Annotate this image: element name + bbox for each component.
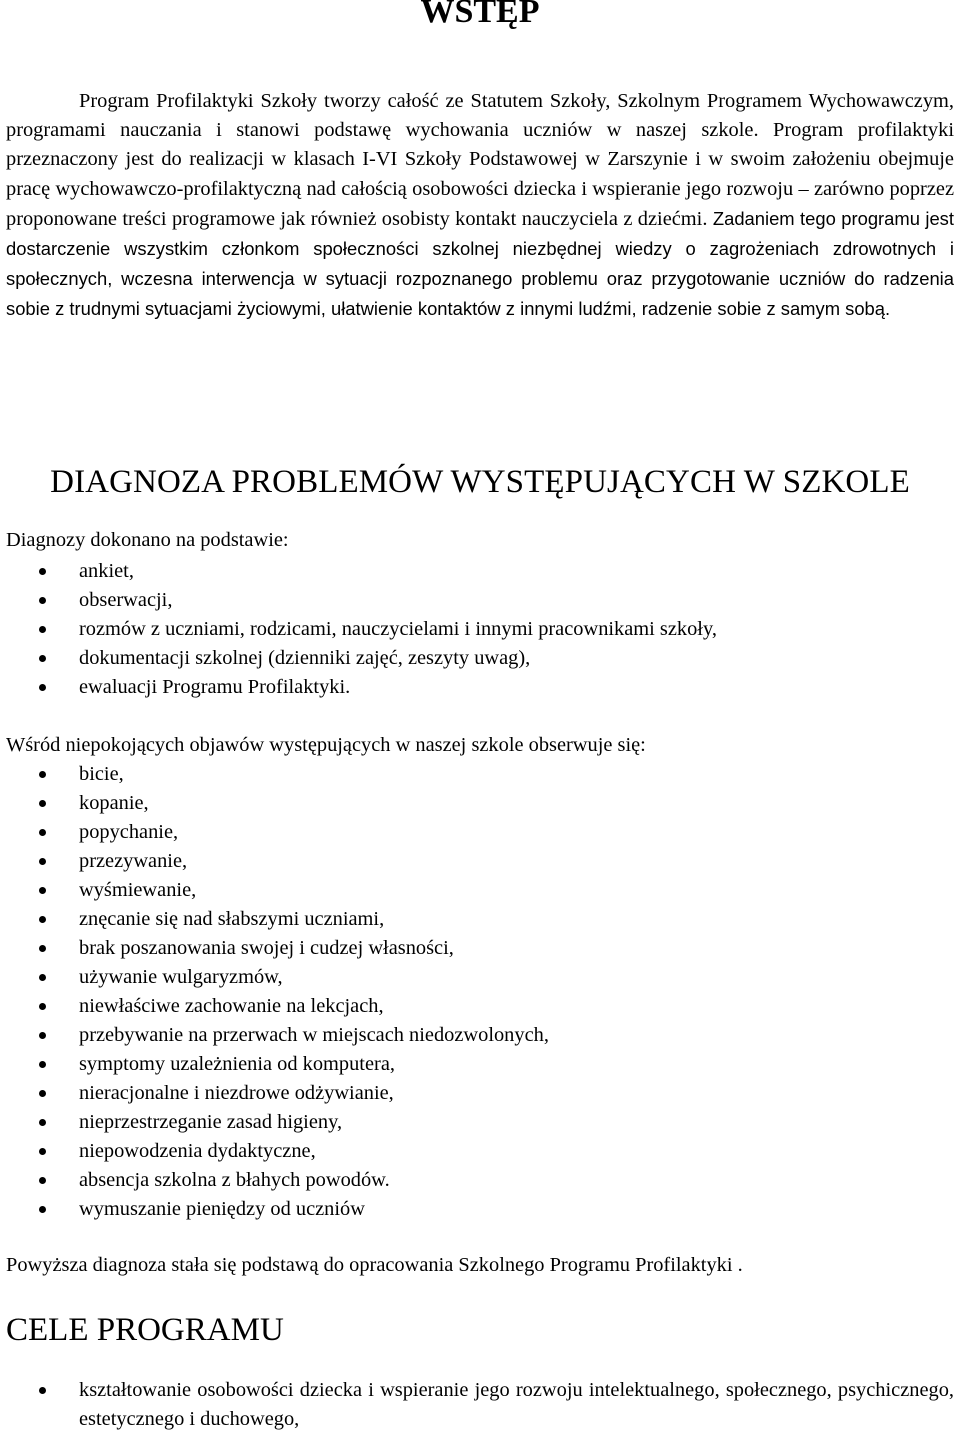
symptom-list-item-text: używanie wulgaryzmów, <box>79 966 283 988</box>
symptom-list-item <box>6 1079 954 1108</box>
symptom-list-item-text: niepowodzenia dydaktyczne, <box>79 1140 316 1162</box>
basis-list-item <box>6 557 954 586</box>
bullet-icon <box>39 655 46 662</box>
basis-list-item-text: dokumentacji szkolnej (dzienniki zajęć, zeszyty uwag), <box>79 647 531 669</box>
symptoms-lead: Wśród niepokojących objawów występujących w naszej szkole obserwuje się: <box>6 734 646 756</box>
symptom-list-item-text: absencja szkolna z błahych powodów. <box>79 1169 390 1191</box>
symptom-list-item <box>6 905 954 934</box>
bullet-icon <box>39 1206 46 1213</box>
symptom-list-item-text: znęcanie się nad słabszymi uczniami, <box>79 908 385 930</box>
bullet-icon <box>39 829 46 836</box>
bullet-icon <box>39 626 46 633</box>
symptom-list-item <box>6 1021 954 1050</box>
symptom-list-item <box>6 760 954 789</box>
symptom-list-item-text: przebywanie na przerwach w miejscach niedozwolonych, <box>79 1024 549 1046</box>
section-title-goals: CELE PROGRAMU <box>6 1312 284 1348</box>
symptom-list-item <box>6 1195 954 1224</box>
symptom-list-item <box>6 1050 954 1079</box>
diagnosis-basis-list <box>6 557 954 702</box>
bullet-icon <box>39 1119 46 1126</box>
intro-paragraph <box>6 87 954 325</box>
symptom-list-item <box>6 876 954 905</box>
goal-list-item <box>6 1376 954 1434</box>
diagnosis-basis-lead: Diagnozy dokonano na podstawie: <box>6 529 289 551</box>
symptom-list-item <box>6 789 954 818</box>
section-title-diagnosis: DIAGNOZA PROBLEMÓW WYSTĘPUJĄCYCH W SZKOLE <box>50 464 910 500</box>
symptom-list-item-text: nieracjonalne i niezdrowe odżywianie, <box>79 1082 394 1104</box>
basis-list-item <box>6 644 954 673</box>
goals-list <box>6 1376 954 1434</box>
symptom-list-item-text: przezywanie, <box>79 850 188 872</box>
symptom-list-item <box>6 963 954 992</box>
symptom-list-item <box>6 934 954 963</box>
symptom-list-item-text: wyśmiewanie, <box>79 879 197 901</box>
intro-text-part1: Program Profilaktyki Szkoły tworzy całość ze Statutem Szkoły, Szkolnym Programem Wychowawczym, programami nauczania i stanowi podstawę wychowania uczniów w naszej szkole. Program profilaktyki przeznaczony jest do realizacji w klasach I-VI Szkoły Podstawowej w Zarszynie i w swoim założeniu obejmuje pracę wychowawczo-profilaktyczną nad całością osobowości dziecka i wspieranie jego rozwoju – zarówno poprzez proponowane treści programowe jak również osobisty kontakt nauczyciela z dziećmi. <box>6 90 954 230</box>
bullet-icon <box>39 1090 46 1097</box>
basis-list-item-text: obserwacji, <box>79 589 173 611</box>
bullet-icon <box>39 568 46 575</box>
symptom-list-item-text: popychanie, <box>79 821 179 843</box>
symptom-list-item <box>6 1137 954 1166</box>
bullet-icon <box>39 1387 46 1394</box>
bullet-icon <box>39 597 46 604</box>
symptom-list-item-text: symptomy uzależnienia od komputera, <box>79 1053 395 1075</box>
bullet-icon <box>39 887 46 894</box>
basis-list-item <box>6 673 954 702</box>
symptom-list-item <box>6 1108 954 1137</box>
basis-list-item <box>6 615 954 644</box>
basis-list-item-text: rozmów z uczniami, rodzicami, nauczycielami i innymi pracownikami szkoły, <box>79 618 717 640</box>
symptom-list-item <box>6 1166 954 1195</box>
symptom-list-item-text: bicie, <box>79 763 124 785</box>
diagnosis-conclusion: Powyższa diagnoza stała się podstawą do opracowania Szkolnego Programu Profilaktyki . <box>6 1254 743 1276</box>
bullet-icon <box>39 916 46 923</box>
bullet-icon <box>39 1061 46 1068</box>
goal-list-item-text: kształtowanie osobowości dziecka i wspieranie jego rozwoju intelektualnego, społecznego, psychicznego, estetycznego i duchowego, <box>79 1379 954 1430</box>
bullet-icon <box>39 974 46 981</box>
basis-list-item-text: ankiet, <box>79 560 134 582</box>
symptom-list-item-text: kopanie, <box>79 792 149 814</box>
symptom-list-item-text: wymuszanie pieniędzy od uczniów <box>79 1198 365 1220</box>
bullet-icon <box>39 1177 46 1184</box>
symptom-list-item <box>6 818 954 847</box>
bullet-icon <box>39 771 46 778</box>
symptom-list-item-text: niewłaściwe zachowanie na lekcjach, <box>79 995 384 1017</box>
bullet-icon <box>39 684 46 691</box>
bullet-icon <box>39 1148 46 1155</box>
symptom-list-item <box>6 847 954 876</box>
bullet-icon <box>39 945 46 952</box>
bullet-icon <box>39 858 46 865</box>
symptom-list-item <box>6 992 954 1021</box>
basis-list-item-text: ewaluacji Programu Profilaktyki. <box>79 676 351 698</box>
bullet-icon <box>39 800 46 807</box>
symptom-list-item-text: nieprzestrzeganie zasad higieny, <box>79 1111 343 1133</box>
bullet-icon <box>39 1032 46 1039</box>
basis-list-item <box>6 586 954 615</box>
symptom-list-item-text: brak poszanowania swojej i cudzej własności, <box>79 937 454 959</box>
bullet-icon <box>39 1003 46 1010</box>
section-title-wstep: WSTĘP <box>420 0 540 30</box>
intro-text-part2: Zadaniem tego programu jest dostarczenie wszystkim członkom społeczności szkolnej niezbędnej wiedzy o zagrożeniach zdrowotnych i społecznych, wczesna interwencja w sytuacji rozpoznanego problemu oraz przygotowanie uczniów do radzenia sobie z trudnymi sytuacjami życiowymi, ułatwienie kontaktów z innymi ludźmi, radzenie sobie z samym sobą. <box>6 207 954 320</box>
symptoms-list <box>6 760 954 1224</box>
